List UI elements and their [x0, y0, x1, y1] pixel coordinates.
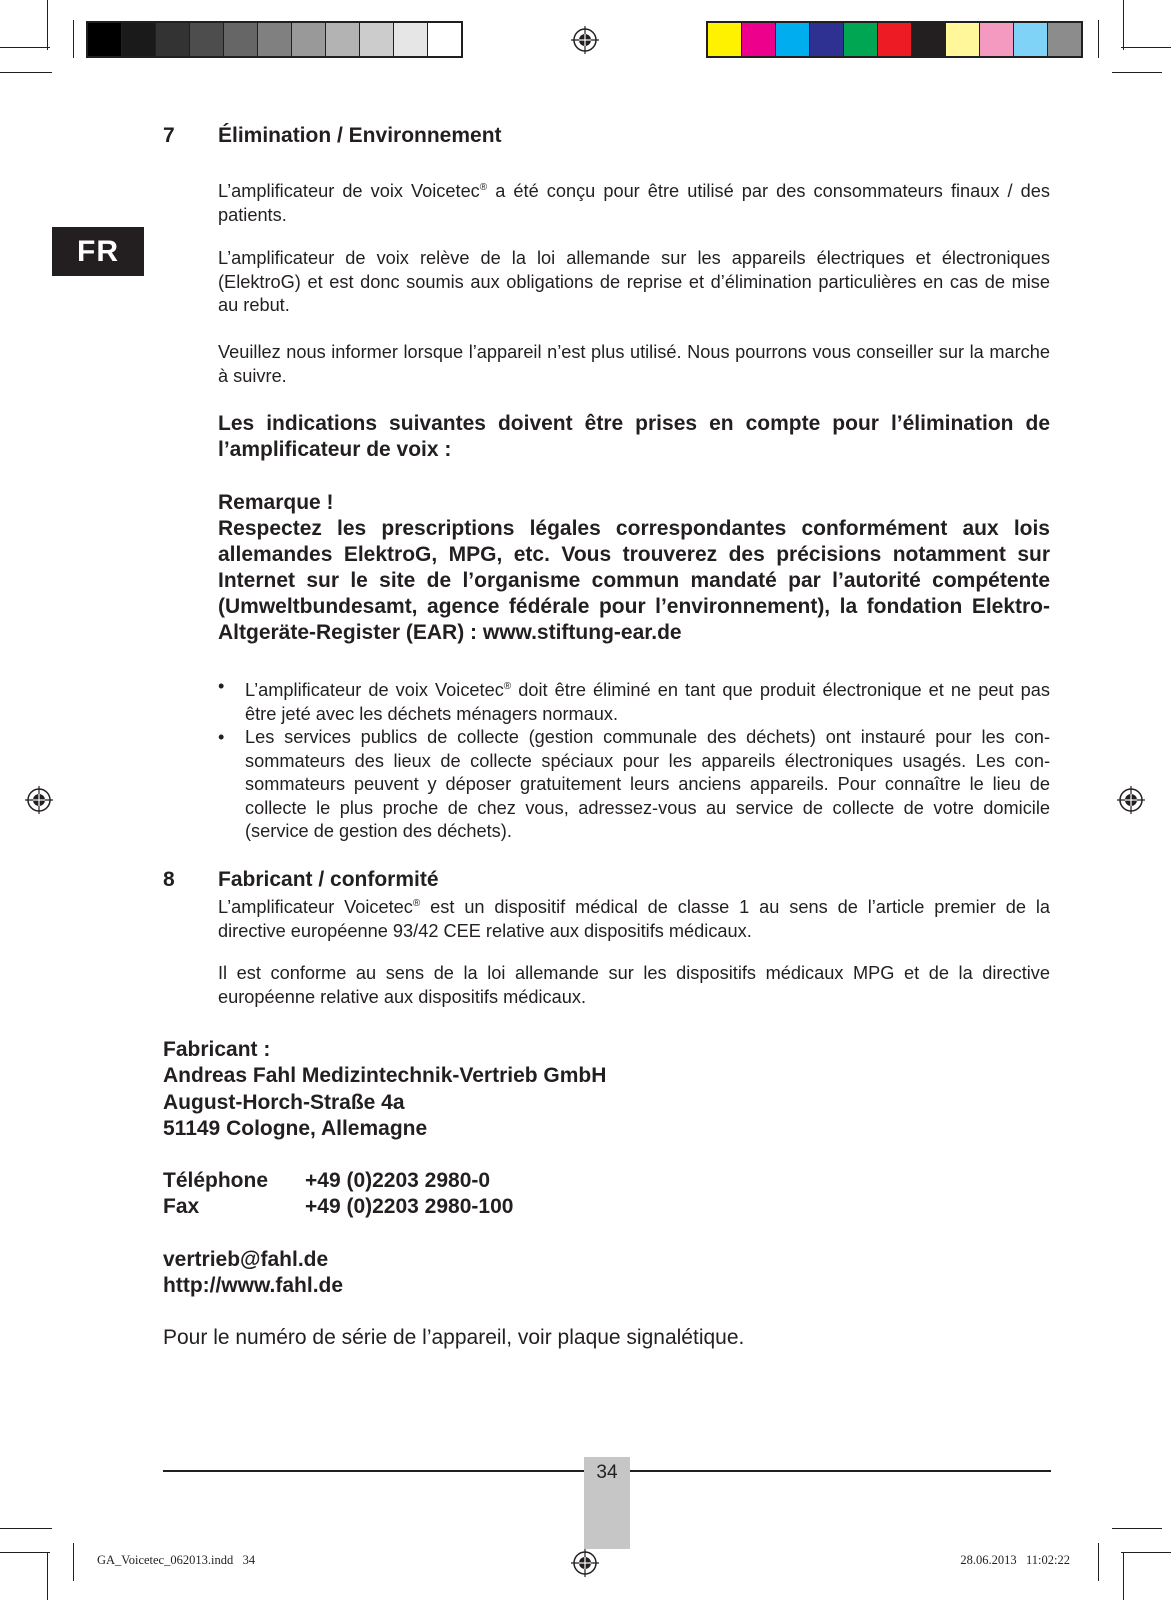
phone-label: Téléphone [163, 1169, 269, 1192]
remark-text: Respectez les prescriptions légales correspondantes conformément aux lois allemandes ElektroG, MPG, etc. Vous trouverez des précisions notamment sur Internet sur le site de l’organisme commun mandaté par l’autorité compétente (Umweltbundesamt, agence fédérale pour l’environnement), la fondation Elektro-Altgeräte-Register (EAR) : www.stiftung-ear.de [218, 517, 1050, 644]
fax-label: Fax [163, 1195, 200, 1219]
text-span: L’amplificateur de voix Voicetec [245, 680, 504, 701]
manufacturer-online [163, 1247, 343, 1300]
color-swatch [292, 23, 326, 56]
text-span: est un dispositif médical de classe 1 au sens de l’article premier de la directive européenne 93/42 CEE relative aux dispositifs médicaux. [218, 897, 1051, 941]
manufacturer-company: Andreas Fahl Medizintechnik-Vertrieb GmbH [163, 1064, 607, 1088]
registered-mark: ® [479, 182, 488, 193]
section-8-number: 8 [163, 868, 175, 891]
footer-rule [630, 1470, 1051, 1472]
crop-mark [1121, 47, 1171, 48]
page-number: 34 [596, 1462, 618, 1483]
phone-row [163, 1168, 513, 1194]
section-8-paragraph-1 [218, 892, 1050, 943]
disposal-instructions-intro: Les indications suivantes doivent être prises en compte pour l’élimination de l’amplificateur de voix : [218, 412, 1050, 461]
color-swatch [810, 23, 844, 56]
color-swatch [844, 23, 878, 56]
bullet-icon: • [218, 676, 225, 696]
crop-mark [0, 72, 52, 73]
crop-mark [47, 0, 48, 50]
list-item [218, 675, 1050, 726]
text-span: L’amplificateur de voix Voicetec [218, 181, 480, 202]
slug-timestamp: 28.06.2013 11:02:22 [960, 1553, 1070, 1567]
crop-mark [73, 20, 74, 58]
color-swatch [360, 23, 394, 56]
manufacturer-label: Fabricant : [163, 1038, 271, 1061]
color-swatch [912, 23, 946, 56]
section-8-title: Fabricant / conformité [218, 868, 439, 891]
color-swatch [428, 23, 461, 56]
manufacturer-phone-fax [163, 1168, 513, 1221]
disposal-bullet-list [218, 675, 1050, 844]
registration-mark-icon [1117, 786, 1145, 814]
color-swatch [156, 23, 190, 56]
crop-mark [1112, 1528, 1162, 1529]
crop-mark [0, 47, 50, 48]
color-swatch [1048, 23, 1081, 56]
language-tab: FR [52, 227, 144, 276]
fax-number: +49 (0)2203 2980-100 [305, 1195, 514, 1219]
color-swatch [326, 23, 360, 56]
color-swatch [258, 23, 292, 56]
color-swatch [878, 23, 912, 56]
color-swatch [708, 23, 742, 56]
color-swatch [946, 23, 980, 56]
text-span: a été conçu pour être utilisé par des consommateurs finaux / des patients. [218, 181, 1050, 225]
website-link[interactable]: http://www.fahl.de [163, 1274, 344, 1298]
manufacturer-street: August-Horch-Straße 4a [163, 1090, 405, 1114]
color-swatch [224, 23, 258, 56]
footer-rule [163, 1470, 584, 1472]
text-span: L’amplificateur Voicetec [218, 897, 413, 918]
color-swatch [776, 23, 810, 56]
process-color-bar [706, 21, 1083, 58]
crop-mark [1123, 0, 1124, 50]
registered-mark: ® [503, 681, 512, 692]
serial-number-note: Pour le numéro de série de l’appareil, voir plaque signalétique. [163, 1326, 745, 1349]
manufacturer-city: 51149 Cologne, Allemagne [163, 1116, 428, 1140]
color-swatch [742, 23, 776, 56]
crop-mark [1098, 20, 1099, 58]
color-swatch [1014, 23, 1048, 56]
registration-mark-icon [25, 786, 53, 814]
color-swatch [88, 23, 122, 56]
remark-title: Remarque ! [218, 491, 334, 514]
crop-mark [1123, 1552, 1124, 1600]
crop-mark [1098, 1543, 1099, 1581]
registration-mark-icon [571, 26, 599, 54]
grayscale-color-bar [86, 21, 463, 58]
phone-number: +49 (0)2203 2980-0 [305, 1169, 491, 1192]
section-7-paragraph-2: L’amplificateur de voix relève de la loi allemande sur les appareils électriques et électroniques (ElektroG) et est donc soumis aux obligations de reprise et d’élimination particulières en cas de mise au rebut. [218, 248, 1050, 315]
color-swatch [190, 23, 224, 56]
color-swatch [394, 23, 428, 56]
text-span: doit être éliminé en tant que produit électronique et ne peut pas être jeté avec les déchets ménagers normaux. [245, 680, 1050, 724]
crop-mark [0, 1528, 52, 1529]
text-span: Les services publics de collecte (gestion communale des déchets) ont instauré pour les consommateurs des lieux de collecte spéciaux pour les appareils électroniques usagés. Les consommateurs peuvent y déposer gratuitement leurs anciens appareils. Pour connaître le lieu de collecte le plus proche de chez vous, adressez-vous au service de collecte de votre domicile (service de gestion des déchets). [245, 727, 1050, 842]
section-7-title: Élimination / Environnement [218, 124, 502, 147]
section-8-paragraph-2: Il est conforme au sens de la loi allemande sur les dispositifs médicaux MPG et de la directive européenne relative aux dispositifs médicaux. [218, 963, 1050, 1007]
crop-mark [47, 1552, 48, 1600]
crop-mark [1121, 1552, 1171, 1553]
color-swatch [980, 23, 1014, 56]
crop-mark [0, 1552, 50, 1553]
color-swatch [122, 23, 156, 56]
section-7-paragraph-1 [218, 176, 1050, 227]
manufacturer-address [163, 1037, 606, 1142]
registration-mark-icon [571, 1549, 599, 1577]
fax-row [163, 1194, 513, 1220]
slug-file-info: GA_Voicetec_062013.indd 34 [97, 1553, 256, 1567]
registered-mark: ® [412, 898, 421, 909]
list-item [218, 726, 1050, 844]
section-7-number: 7 [163, 124, 175, 147]
section-7-paragraph-3: Veuillez nous informer lorsque l’appareil n’est plus utilisé. Nous pourrons vous conseiller sur la marche à suivre. [218, 342, 1050, 386]
email-link[interactable]: vertrieb@fahl.de [163, 1248, 329, 1271]
crop-mark [73, 1543, 74, 1581]
bullet-icon: • [218, 727, 225, 748]
crop-mark [1112, 72, 1162, 73]
